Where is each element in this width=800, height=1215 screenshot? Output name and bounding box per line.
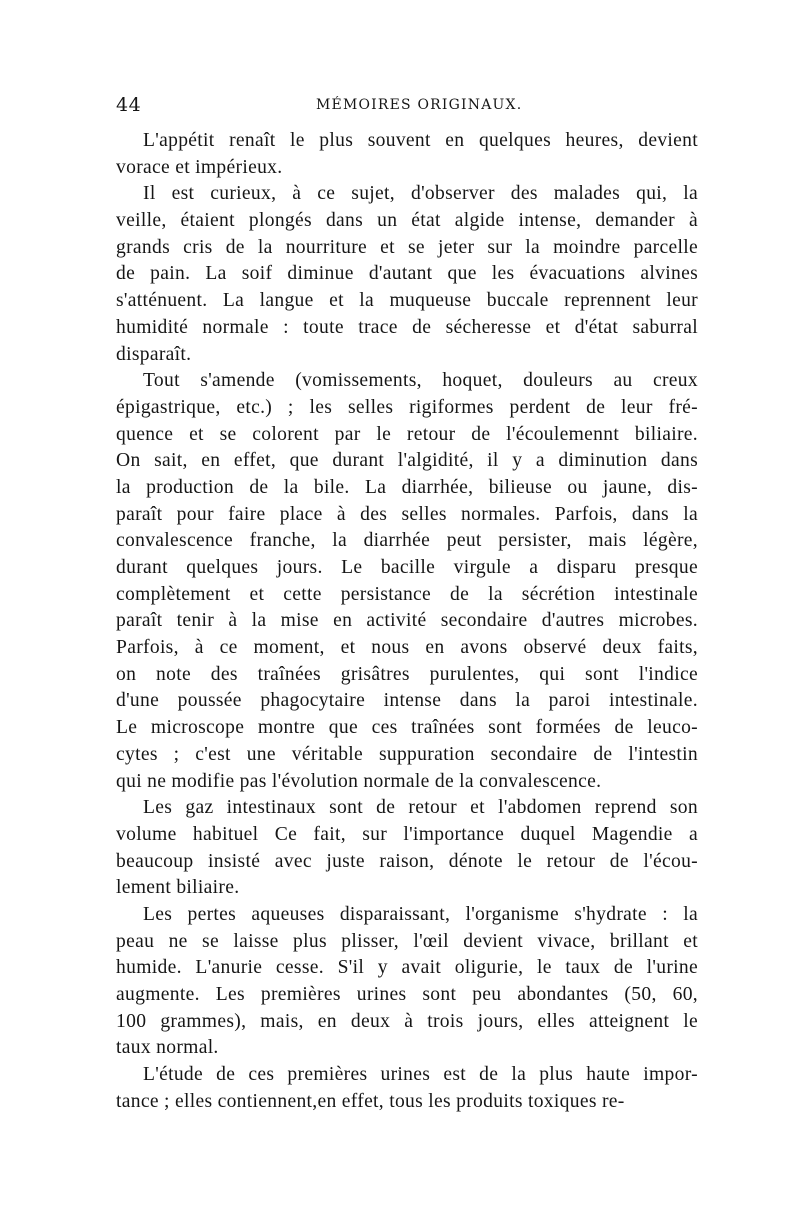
text-line: augmente. Les premières urines sont peu abondantes (50, 60, xyxy=(116,984,698,1005)
text-line: disparaît. xyxy=(116,343,192,365)
paragraph xyxy=(116,902,698,1062)
text-line: L'appétit renaît le plus souvent en quelques heures, devient xyxy=(143,130,698,151)
text-line: volume habituel Ce fait, sur l'importance duquel Magendie a xyxy=(116,823,698,845)
text-line: Les pertes aqueuses disparaissant, l'organisme s'hydrate : la xyxy=(143,903,698,925)
text-line: qui ne modifie pas l'évolution normale de la convalescence. xyxy=(116,770,602,792)
text-line: lement biliaire. xyxy=(116,877,240,899)
paragraph xyxy=(116,181,698,368)
text-line: 100 grammes), mais, en deux à trois jours, elles atteignent le xyxy=(116,1010,698,1032)
text-line: taux normal. xyxy=(116,1037,219,1059)
text-line: épigastrique, etc.) ; les selles rigiformes perdent de leur fré- xyxy=(116,396,698,418)
page-number: 44 xyxy=(116,94,142,116)
text-line: Tout s'amende (vomissements, hoquet, douleurs au creux xyxy=(143,370,698,392)
text-line: L'étude de ces premières urines est de la plus haute impor- xyxy=(143,1064,698,1086)
paragraph xyxy=(116,1062,698,1115)
paragraph xyxy=(116,128,698,181)
text-line: s'atténuent. La langue et la muqueuse buccale reprennent leur xyxy=(116,290,698,312)
text-line: paraît tenir à la mise en activité secondaire d'autres microbes. xyxy=(116,610,698,632)
body-text xyxy=(116,128,698,1115)
text-line: grands cris de la nourriture et se jeter sur la moindre parcelle xyxy=(116,236,698,258)
text-line: convalescence franche, la diarrhée peut persister, mais légère, xyxy=(116,530,698,552)
running-title: MÉMOIRES ORIGINAUX. xyxy=(316,97,523,113)
text-line: Parfois, à ce moment, et nous en avons observé deux faits, xyxy=(116,637,698,659)
text-line: durant quelques jours. Le bacille virgule a disparu presque xyxy=(116,557,698,578)
text-line: de pain. La soif diminue d'autant que les évacuations alvines xyxy=(116,263,698,285)
text-line: quence et se colorent par le retour de l'écoulemennt biliaire. xyxy=(116,423,698,445)
text-line: tance ; elles contiennent,en effet, tous les produits toxiques re- xyxy=(116,1090,625,1112)
text-line: la production de la bile. La diarrhée, bilieuse ou jaune, dis- xyxy=(116,476,698,498)
text-line: complètement et cette persistance de la sécrétion intestinale xyxy=(116,583,698,605)
text-line: On sait, en effet, que durant l'algidité, il y a diminution dans xyxy=(116,450,698,472)
text-line: peau ne se laisse plus plisser, l'œil devient vivace, brillant et xyxy=(116,930,698,952)
text-line: Les gaz intestinaux sont de retour et l'abdomen reprend son xyxy=(143,797,698,819)
text-line: veille, étaient plongés dans un état algide intense, demander à xyxy=(116,210,698,232)
text-line: on note des traînées grisâtres purulentes, qui sont l'indice xyxy=(116,663,698,685)
text-line: humide. L'anurie cesse. S'il y avait oligurie, le taux de l'urine xyxy=(116,957,698,979)
paragraph xyxy=(116,795,698,902)
running-head xyxy=(116,94,698,120)
text-line: humidité normale : toute trace de sécheresse et d'état saburral xyxy=(116,316,698,338)
text-line: beaucoup insisté avec juste raison, dénote le retour de l'écou- xyxy=(116,850,698,872)
paragraph xyxy=(116,368,698,795)
text-line: paraît pour faire place à des selles normales. Parfois, dans la xyxy=(116,503,698,525)
text-line: Il est curieux, à ce sujet, d'observer des malades qui, la xyxy=(143,183,698,205)
text-line: Le microscope montre que ces traînées sont formées de leuco- xyxy=(116,717,698,739)
text-line: vorace et impérieux. xyxy=(116,156,283,178)
text-line: d'une poussée phagocytaire intense dans la paroi intestinale. xyxy=(116,690,698,712)
text-line: cytes ; c'est une véritable suppuration secondaire de l'intestin xyxy=(116,743,698,765)
